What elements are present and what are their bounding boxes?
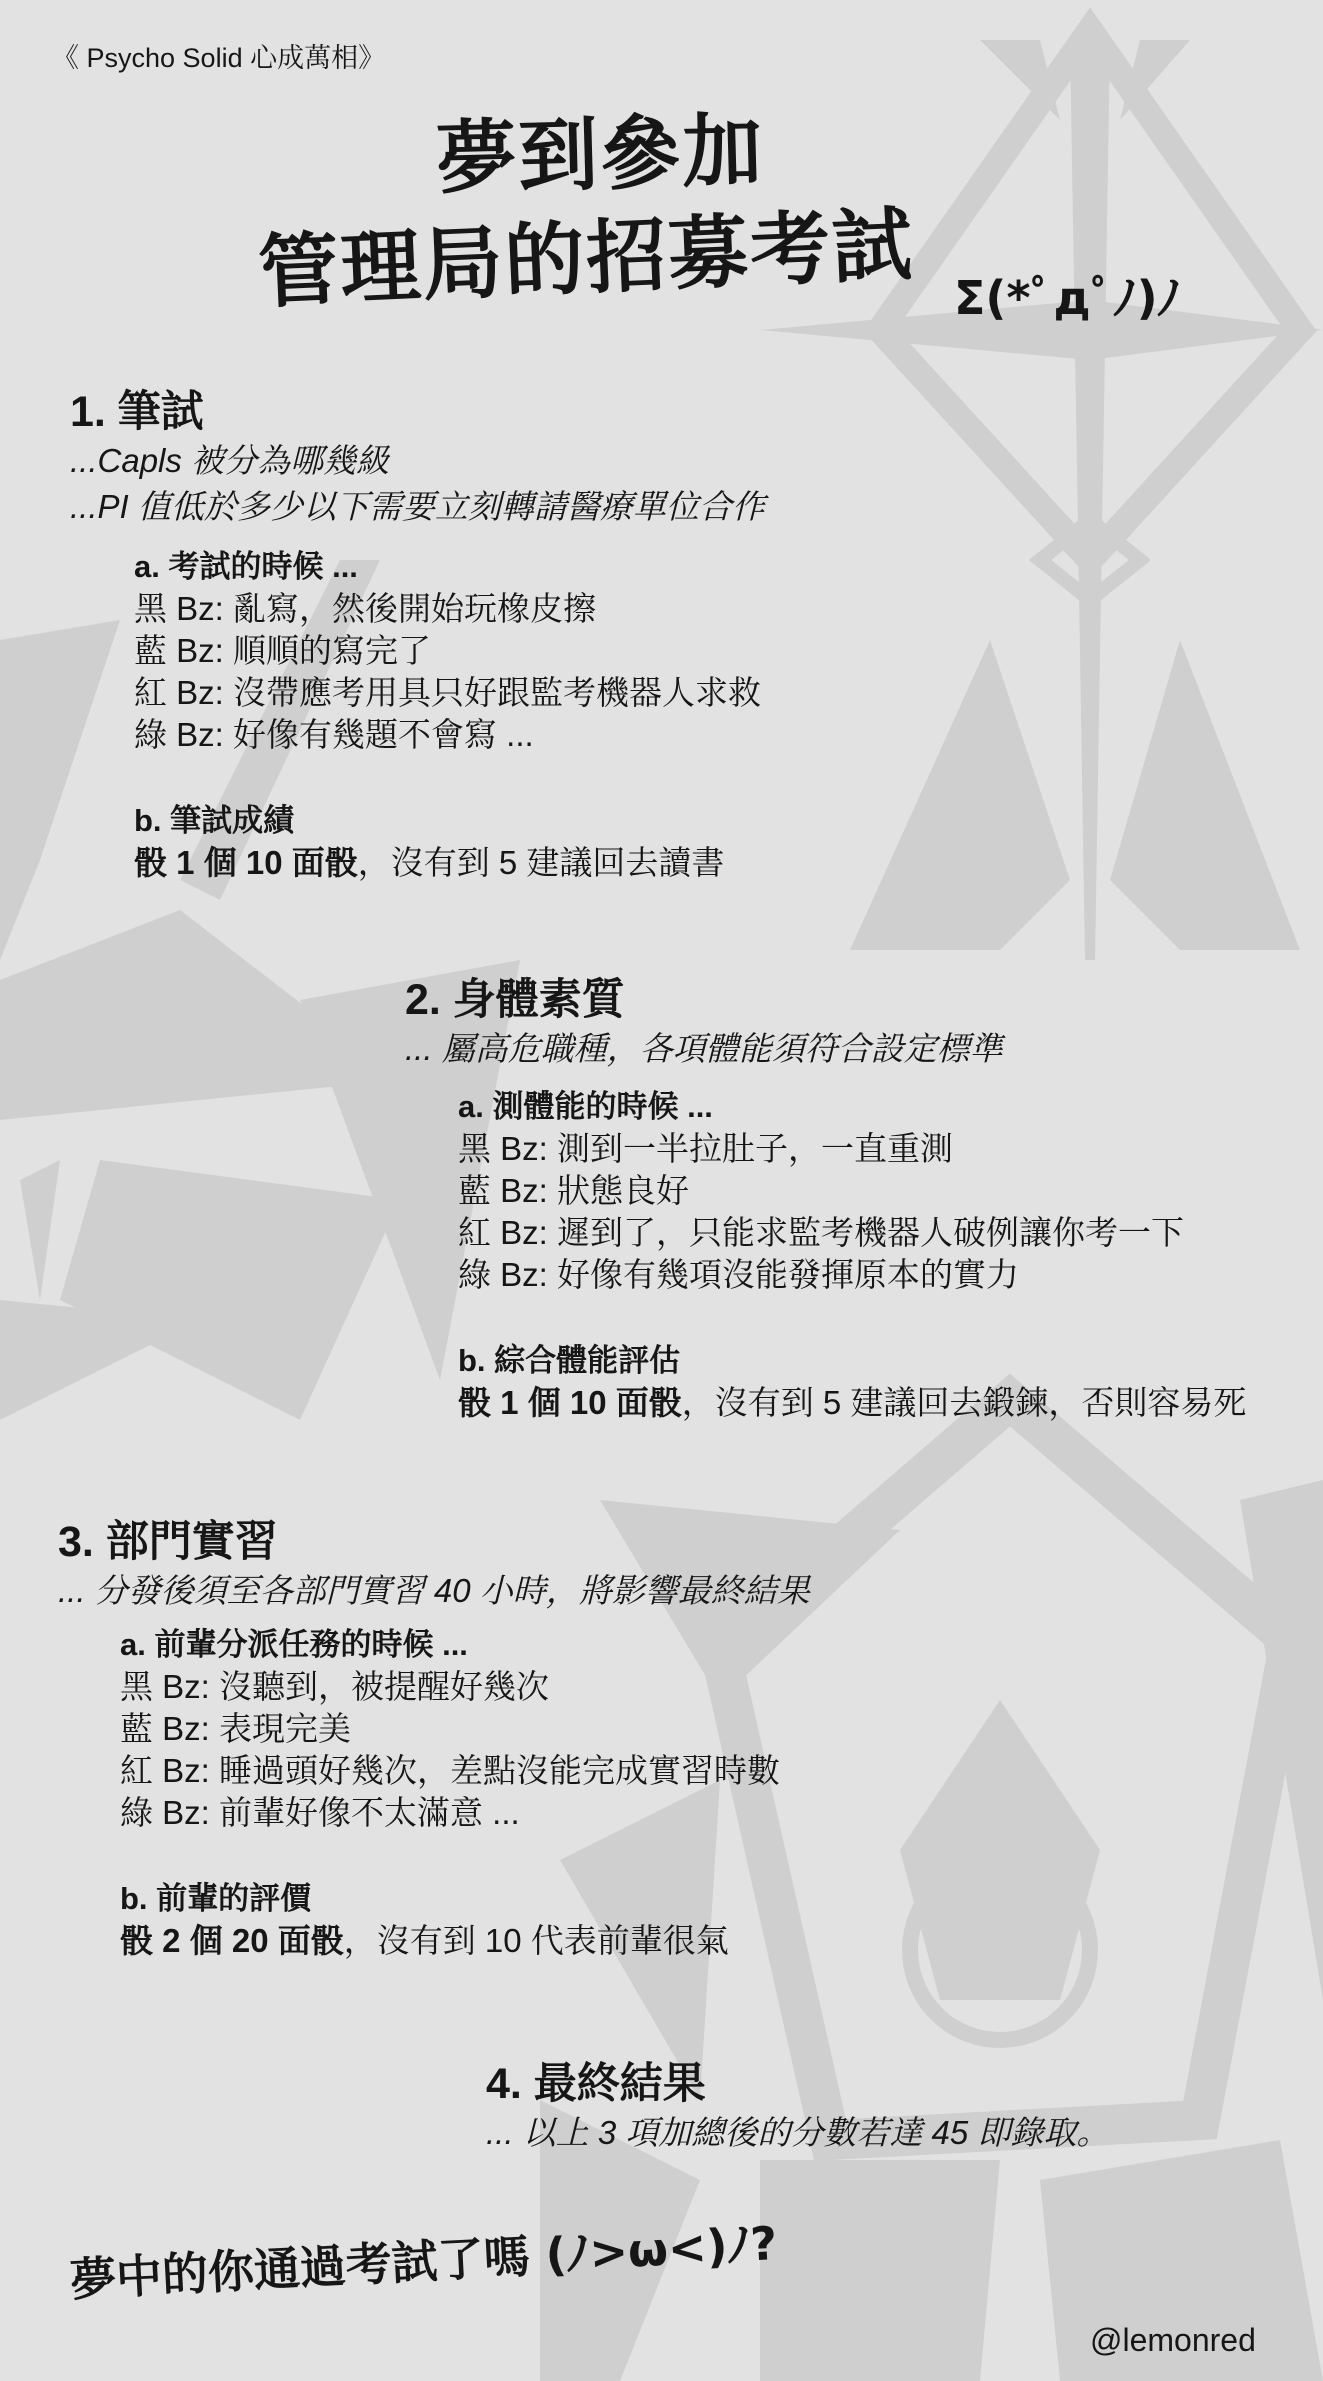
section-heading: 2. 身體素質 [405,976,625,1024]
item-b-label: b. 前輩的評價 [120,1881,312,1916]
item-a-label: a. 考試的時候 ... [134,549,358,584]
section-heading: 4. 最終結果 [486,2060,706,2108]
author-handle: @lemonred [1090,2322,1256,2358]
item-line-blue: 藍 Bz: 順順的寫完了 [134,632,432,669]
item-line-green: 綠 Bz: 好像有幾項沒能發揮原本的實力 [458,1256,1020,1293]
title-line-2: 管理局的招募考試 [256,197,917,320]
brand-header: 《 Psycho Solid 心成萬相》 [52,43,386,73]
section-heading: 1. 筆試 [70,388,204,436]
item-line-black: 黑 Bz: 沒聽到，被提醒好幾次 [120,1668,550,1705]
item-line-red: 紅 Bz: 睡過頭好幾次，差點沒能完成實習時數 [120,1752,781,1789]
section-physical-test [405,974,1246,1424]
closing-question: 夢中的你通過考試了嗎 (ﾉ>ω<)ﾉ? [68,2215,779,2307]
score-threshold: ，沒有到 5 建議回去讀書 [357,844,725,881]
item-line-black: 黑 Bz: 測到一半拉肚子，一直重測 [458,1130,954,1167]
item-a-label: a. 測體能的時候 ... [458,1089,713,1124]
score-rule [458,1382,1246,1424]
section-written-exam [70,386,765,884]
kaomoji-surprise: Σ(*ﾟдﾟﾉ)ﾉ [954,271,1181,325]
section-body [458,1086,1246,1424]
item-b-label: b. 綜合體能評估 [458,1343,681,1378]
section-body [120,1624,810,1962]
dice-rule: 骰 1 個 10 面骰 [458,1384,682,1421]
score-rule [120,1920,810,1962]
item-b-label: b. 筆試成績 [134,803,295,838]
item-line-red: 紅 Bz: 沒帶應考用具只好跟監考機器人求救 [134,674,762,711]
dice-rule: 骰 1 個 10 面骰 [134,844,358,881]
section-heading: 3. 部門實習 [58,1518,278,1566]
item-line-blue: 藍 Bz: 狀態良好 [458,1172,690,1209]
score-threshold: ，沒有到 10 代表前輩很氣 [343,1922,729,1959]
section-subtitle: ... 屬高危職種，各項體能須符合設定標準 [405,1030,1003,1067]
section-subtitle: ...Capls 被分為哪幾級 [70,442,390,479]
item-line-black: 黑 Bz: 亂寫，然後開始玩橡皮擦 [134,590,597,627]
dice-rule: 骰 2 個 20 面骰 [120,1922,344,1959]
item-line-blue: 藍 Bz: 表現完美 [120,1710,352,1747]
item-line-green: 綠 Bz: 好像有幾題不會寫 ... [134,716,534,753]
section-internship [58,1516,810,1962]
title-line-1: 夢到參加 [435,103,766,206]
section-subtitle: ... 分發後須至各部門實習 40 小時，將影響最終結果 [58,1572,810,1609]
score-threshold: ，沒有到 5 建議回去鍛鍊，否則容易死 [681,1384,1247,1421]
item-line-red: 紅 Bz: 遲到了，只能求監考機器人破例讓你考一下 [458,1214,1185,1251]
section-subtitle: ... 以上 3 項加總後的分數若達 45 即錄取。 [486,2114,1110,2151]
section-final-result [486,2058,1109,2156]
item-a-label: a. 前輩分派任務的時候 ... [120,1627,468,1662]
section-body [134,546,765,884]
score-rule [134,842,765,884]
section-subtitle: ...PI 值低於多少以下需要立刻轉請醫療單位合作 [70,488,765,525]
item-line-green: 綠 Bz: 前輩好像不太滿意 ... [120,1794,520,1831]
